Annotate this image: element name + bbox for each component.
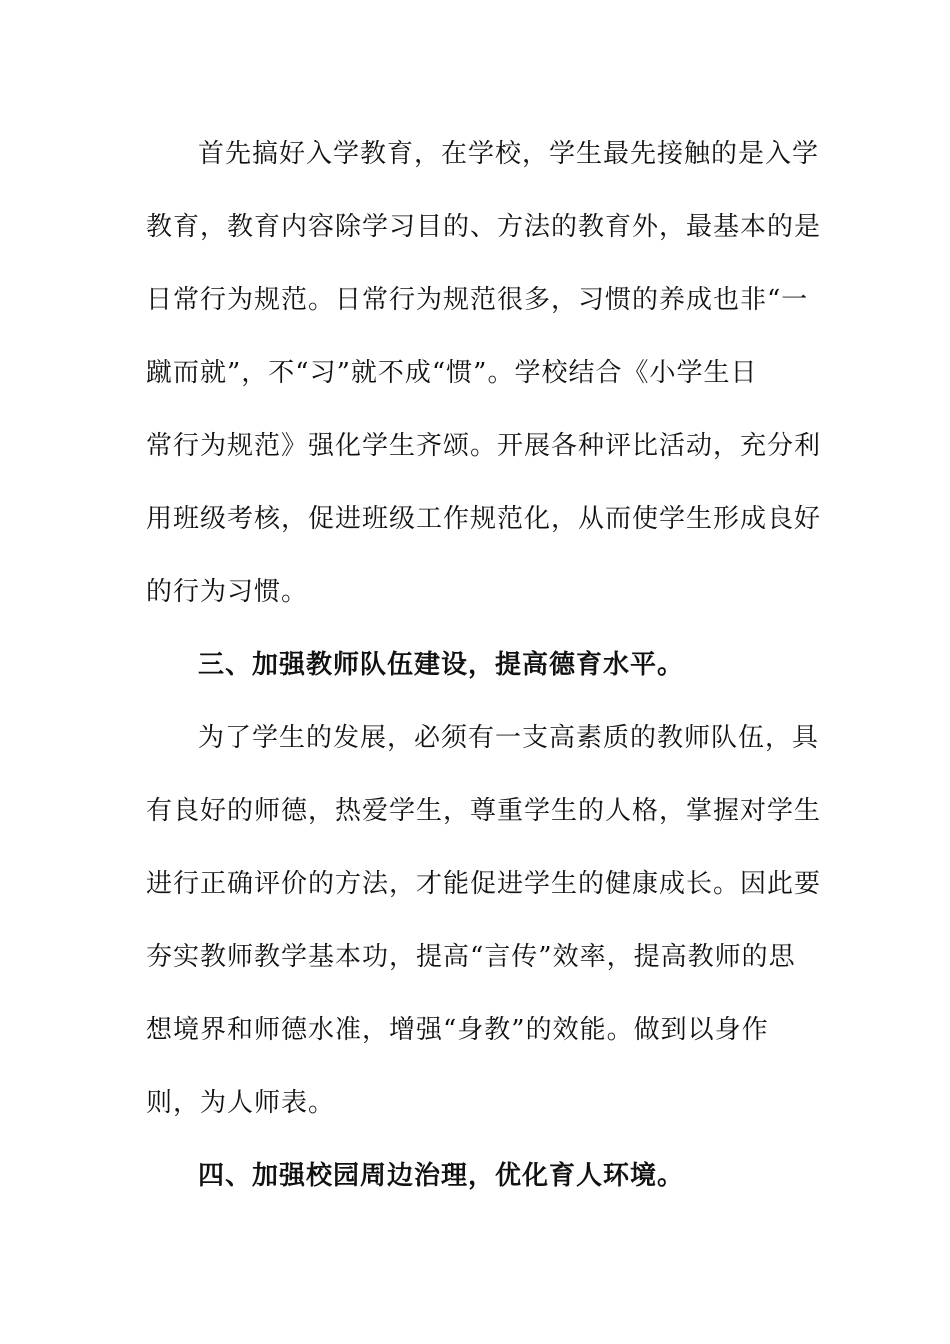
paragraph-line: 日常行为规范。日常行为规范很多，习惯的养成也非“一 bbox=[146, 285, 809, 315]
paragraph-line: 则，为人师表。 bbox=[146, 1088, 336, 1118]
paragraph-line: 为了学生的发展，必须有一支高素质的教师队伍，具 bbox=[198, 723, 820, 753]
paragraph-line: 进行正确评价的方法，才能促进学生的健康成长。因此要 bbox=[146, 869, 822, 899]
section-heading-4: 四、加强校园周边治理，优化育人环境。 bbox=[198, 1161, 685, 1191]
paragraph-line: 想境界和师德水准，增强“身教”的效能。做到以身作 bbox=[146, 1015, 769, 1045]
paragraph-line: 夯实教师教学基本功，提高“言传”效率，提高教师的思 bbox=[146, 942, 796, 972]
paragraph-line: 蹴而就”，不“习”就不成“惯”。学校结合《小学生日 bbox=[146, 358, 758, 388]
paragraph-line: 常行为规范》强化学生齐颂。开展各种评比活动，充分利 bbox=[146, 431, 822, 461]
section-heading-3: 三、加强教师队伍建设，提高德育水平。 bbox=[198, 650, 685, 680]
paragraph-line: 首先搞好入学教育，在学校，学生最先接触的是入学 bbox=[198, 139, 820, 169]
paragraph-line: 的行为习惯。 bbox=[146, 577, 309, 607]
paragraph-line: 教育，教育内容除学习目的、方法的教育外，最基本的是 bbox=[146, 212, 822, 242]
paragraph-line: 用班级考核，促进班级工作规范化，从而使学生形成良好 bbox=[146, 504, 822, 534]
document-body bbox=[146, 118, 822, 1213]
paragraph-line: 有良好的师德，热爱学生，尊重学生的人格，掌握对学生 bbox=[146, 796, 822, 826]
